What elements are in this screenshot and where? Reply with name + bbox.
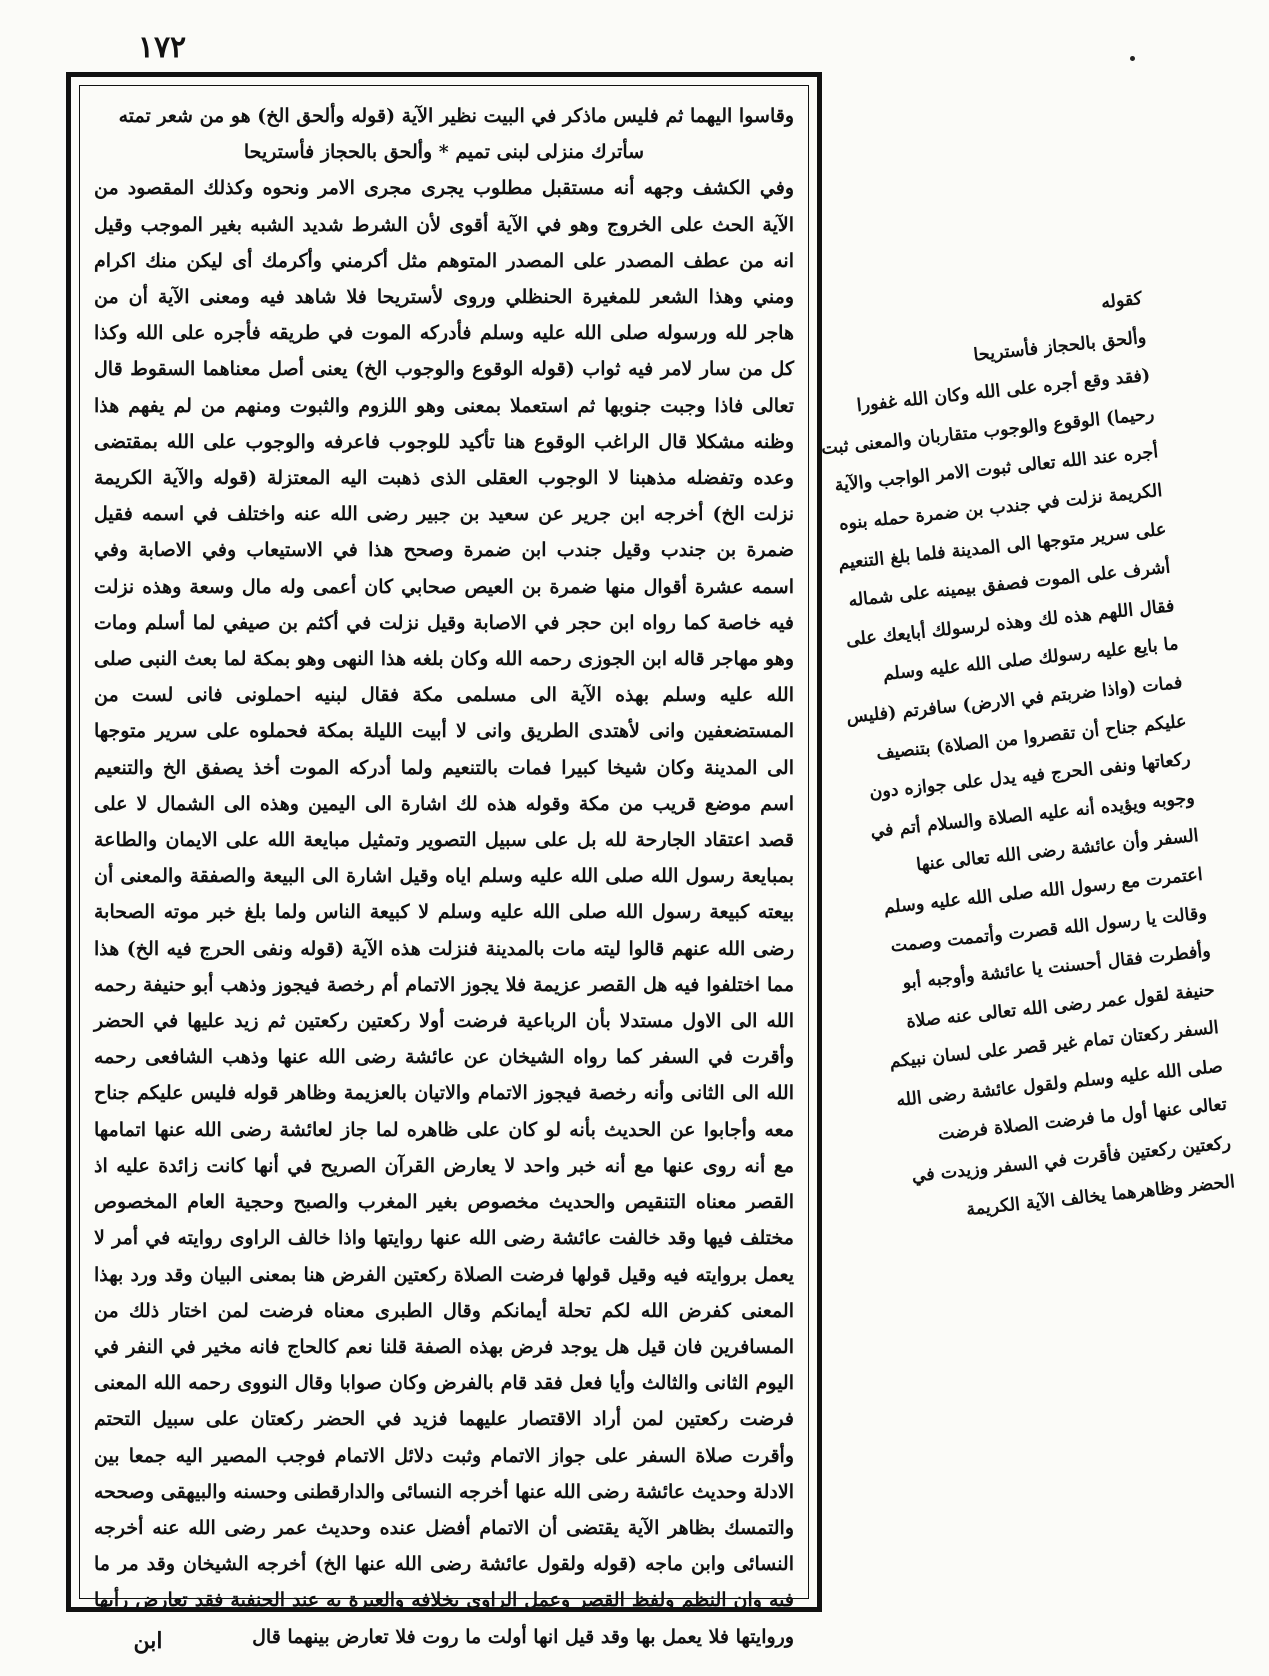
margin-annotation [802, 280, 1236, 1230]
margin-body: (فقد وقع أجره على الله وكان الله غفورا رحيما) الوقوع والوجوب متقاربان والمعنى ثبت أجره عند الله تعالى ثبوت الامر الواجب والآية الكريمة نزلت في جندب بن ضمرة حمله بنوه على سرير متوجها الى المدينة فلما بلغ التنعيم أشرف على الموت فصفق بيمينه على شماله فقال اللهم هذه لك وهذه لرسولك أبايعك على ما بايع عليه رسولك صلى الله عليه وسلم فمات (واذا ضربتم في الارض) سافرتم (فليس عليكم جناح أن تقصروا من الصلاة) بتنصيف ركعاتها ونفى الحرج فيه يدل على جوازه دون وجوبه ويؤيده أنه عليه الصلاة والسلام أتم في السفر وأن عائشة رضى الله تعالى عنها اعتمرت مع رسول الله صلى الله عليه وسلم وقالت يا رسول الله قصرت وأتممت وصمت وأفطرت فقال أحسنت يا عائشة وأوجبه أبو حنيفة لقول عمر رضى الله تعالى عنه صلاة السفر ركعتان تمام غير قصر على لسان نبيكم صلى الله عليه وسلم ولقول عائشة رضى الله تعالى عنها أول ما فرضت الصلاة فرضت ركعتين ركعتين فأقرت في السفر وزيدت في الحضر وظاهرهما يخالف الآية الكريمة [820, 365, 1236, 1220]
margin-text-block [802, 280, 1237, 1237]
main-text-frame [66, 72, 822, 1648]
margin-heading: كقوله [1100, 288, 1144, 314]
catchword: ابن [133, 1628, 163, 1654]
commentary-opening-line: وقاسوا اليهما ثم فليس ماذكر في البيت نظير الآية (قوله وألحق الخ) هو من شعر تمته [118, 105, 794, 127]
commentary-body: وفي الكشف وجهه أنه مستقبل مطلوب يجرى مجرى الامر ونحوه وكذلك المقصود من الآية الحث على الخروج وهو في الآية أقوى لأن الشرط شديد الشبه بغير الموجب وقيل انه من عطف المصدر على المصدر المتوهم مثل أكرمني وأكرمك أى ليكن منك اكرام ومني وهذا الشعر للمغيرة الحنظلي وروى لأستريحا فلا شاهد فيه ومعنى الآية أن من هاجر لله ورسوله صلى الله عليه وسلم فأدركه الموت في طريقه فأجره على الله وكذا كل من سار لامر فيه ثواب (قوله الوقوع والوجوب الخ) يعنى أصل معناهما السقوط قال تعالى فاذا وجبت جنوبها ثم استعملا بمعنى وهو اللزوم والثبوت ومنهم من لم يفهم هذا وظنه مشكلا قال الراغب الوقوع هنا تأكيد للوجوب فاعرفه والوجوب على الله بمقتضى وعده وتفضله مذهبنا لا الوجوب العقلى الذى ذهبت اليه المعتزلة (قوله والآية الكريمة نزلت الخ) أخرجه ابن جرير عن سعيد بن جبير رضى الله عنه واختلف في اسمه فقيل ضمرة بن جندب وقيل جندب ابن ضمرة وصحح هذا في الاستيعاب وفي الاصابة وفي اسمه عشرة أقوال منها ضمرة بن العيص صحابي كان أعمى وله مال وسعة وهذه نزلت فيه خاصة كما رواه ابن حجر في الاصابة وقيل نزلت في أكثم بن صيفي لما أسلم ومات وهو مهاجر قاله ابن الجوزى رحمه الله وكان بلغه هذا النهى وهو بمكة لما بعث النبى صلى الله عليه وسلم بهذه الآية الى مسلمى مكة فقال لبنيه احملونى فانى لست من المستضعفين وانى لأهتدى الطريق وانى لا أبيت الليلة بمكة فحملوه على سرير متوجها الى المدينة وكان شيخا كبيرا فمات بالتنعيم ولما أدركه الموت أخذ يصفق الخ والتنعيم اسم موضع قريب من مكة وقوله هذه لك اشارة الى اليمين وهذه الى الشمال لا على قصد اعتقاد الجارحة لله بل على سبيل التصوير وتمثيل مبايعة الله على الايمان والطاعة بمبايعة رسول الله صلى الله عليه وسلم اياه وقيل اشارة الى البيعة والصفقة والمعنى أن بيعته كبيعة رسول الله صلى الله عليه وسلم لا كبيعة الناس ولما بلغ خبر موته الصحابة رضى الله عنهم قالوا ليته مات بالمدينة فنزلت هذه الآية (قوله ونفى الحرج فيه الخ) هذا مما اختلفوا فيه هل القصر عزيمة فلا يجوز الاتمام أم رخصة فيجوز وذهب أبو حنيفة رحمه الله الى الاول مستدلا بأن الرباعية فرضت أولا ركعتين ركعتين ثم زيد عليها في الحضر وأقرت في السفر كما رواه الشيخان عن عائشة رضى الله عنها وذهب الشافعى رحمه الله الى الثانى وأنه رخصة فيجوز الاتمام والاتيان بالعزيمة وظاهر قوله فليس عليكم جناح معه وأجابوا عن الحديث بأنه لو كان على ظاهره لما جاز لعائشة رضى الله عنها اتمامها مع أنه روى عنها مع أنه خبر واحد لا يعارض القرآن الصريح في أنها كانت زائدة عليه اذ القصر معناه التنقيص والحديث مخصوص بغير المغرب والصبح وحجية العام المخصوص مختلف فيها وقد خالفت عائشة رضى الله عنها روايتها واذا خالف الراوى روايته في أمر لا يعمل بروايته فيه وقيل قولها فرضت الصلاة ركعتين الفرض هنا بمعنى البيان وقد ورد بهذا المعنى كفرض الله لكم تحلة أيمانكم وقال الطبرى معناه فرضت لمن اختار ذلك من المسافرين فان قيل هل يوجد فرض بهذه الصفة قلنا نعم كالحاج فانه مخير في النفر في اليوم الثانى والثالث وأيا فعل فقد قام بالفرض وكان صوابا وقال النووى رحمه الله المعنى فرضت ركعتين لمن أراد الاقتصار عليهما فزيد في الحضر ركعتان على سبيل التحتم وأقرت صلاة السفر على جواز الاتمام وثبت دلائل الاتمام فوجب المصير اليه جمعا بين الادلة وحديث عائشة رضى الله عنها أخرجه النسائى والدارقطنى وحسنه والبيهقى وصححه والتمسك بظاهر الآية يقتضى أن الاتمام أفضل عنده وحديث عمر رضى الله عنه أخرجه النسائى وابن ماجه (قوله ولقول عائشة رضى الله عنها الخ) أخرجه الشيخان وقد مر ما فيه وان النظم ولفظ القصر وعمل الراوى بخلافه والعبرة به عند الحنفية فقد تعارض رأيها وروايتها فلا يعمل بها وقد قيل انها أولت ما روت فلا تعارض بينهما قال [94, 177, 794, 1648]
poetry-verse: سأترك منزلى لبنى تميم * وألحق بالحجاز فأستريحا [243, 141, 645, 164]
ink-dot [1130, 56, 1135, 61]
page-number: ١٧٢ [137, 30, 187, 65]
margin-verse: وألحق بالحجاز فأستريحا [972, 327, 1148, 366]
commentary-text-block [94, 98, 794, 1655]
main-text-inner-border [79, 85, 809, 1648]
